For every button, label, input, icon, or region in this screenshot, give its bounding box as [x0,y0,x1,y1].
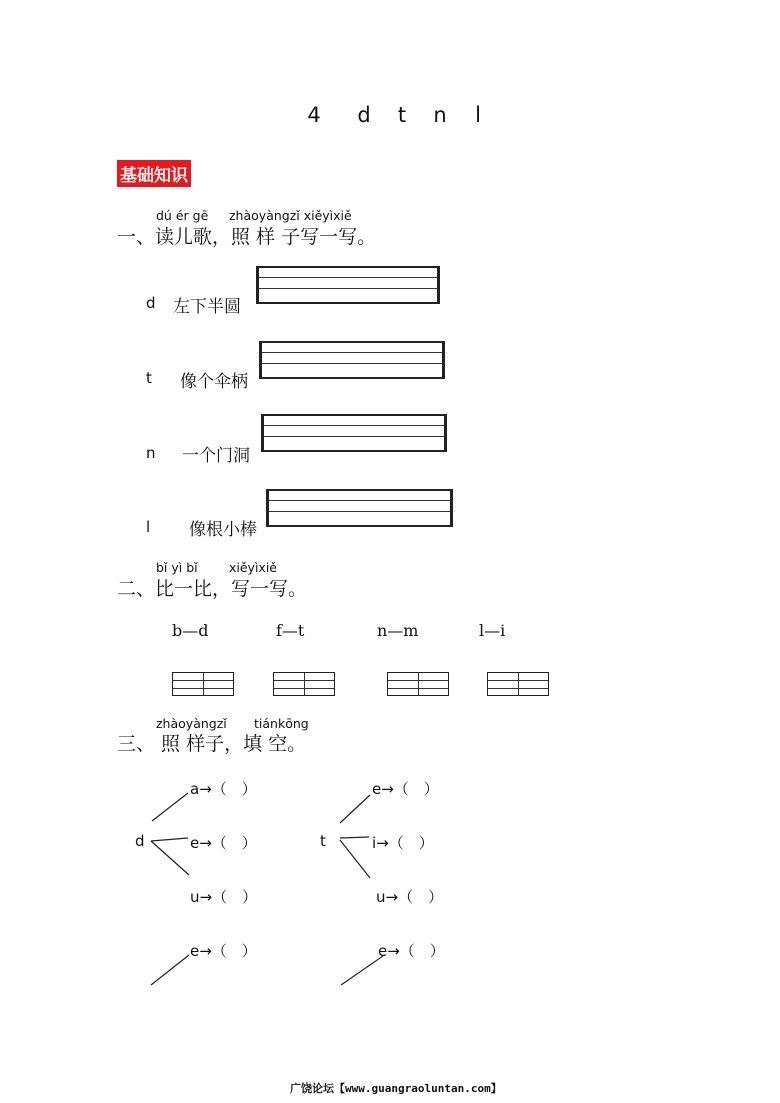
pair-f-t: f—t [276,621,305,640]
fill-e-right[interactable]: e→（ ） [372,780,439,798]
title-letter-n: n [433,103,447,127]
section3-heading: 三、 照 样子，填 空。 [117,733,307,755]
row-desc-t: 像个伞柄 [180,372,248,392]
pinyin-read-song: dú ér gē [156,208,209,223]
pinyin-compare: bǐ yì bǐ [156,560,198,575]
root-d: d [135,832,145,850]
fill-u-right[interactable]: u→（ ） [376,888,444,906]
row-desc-d: 左下半圆 [173,297,241,317]
section1-heading: 一、读儿歌，照 样 子写一写。 [117,226,377,248]
footer [290,1080,502,1096]
footer-site-name: 广饶论坛 [290,1082,334,1095]
fill-a-left[interactable]: a→（ ） [190,780,257,798]
pair-b-d: b—d [172,621,209,640]
title-letter-l: l [475,103,481,127]
row-letter-n: n [146,444,156,462]
pinyin-follow: zhàoyàngzǐ [156,716,227,731]
pair-l-i: l—i [479,621,506,640]
fill-e2-right[interactable]: e→（ ） [378,942,445,960]
pair-n-m: n—m [377,621,419,640]
pinyin-write: xiěyìxiě [229,560,277,575]
title-number: 4 [307,103,321,127]
root-t: t [320,832,326,850]
title-letter-d: d [357,103,371,127]
fill-e2-left[interactable]: e→（ ） [190,942,257,960]
section2-heading: 二、比一比，写一写。 [117,578,308,600]
row-letter-d: d [146,294,156,312]
row-desc-n: 一个门洞 [182,446,250,466]
fill-i-right[interactable]: i→（ ） [372,834,434,852]
fill-u-left[interactable]: u→（ ） [190,888,258,906]
row-letter-t: t [146,369,152,387]
pinyin-fill-blank: tiánkōng [254,716,309,731]
footer-site-url[interactable]: 【www.guangraoluntan.com】 [334,1082,502,1095]
row-desc-l: 像根小棒 [189,520,257,540]
fill-e-left[interactable]: e→（ ） [190,834,257,852]
title-letter-t: t [397,103,407,127]
pinyin-follow-example: zhàoyàngzǐ xiěyìxiě [229,208,352,223]
section-badge: 基础知识 [117,160,191,187]
row-letter-l: l [146,518,151,536]
